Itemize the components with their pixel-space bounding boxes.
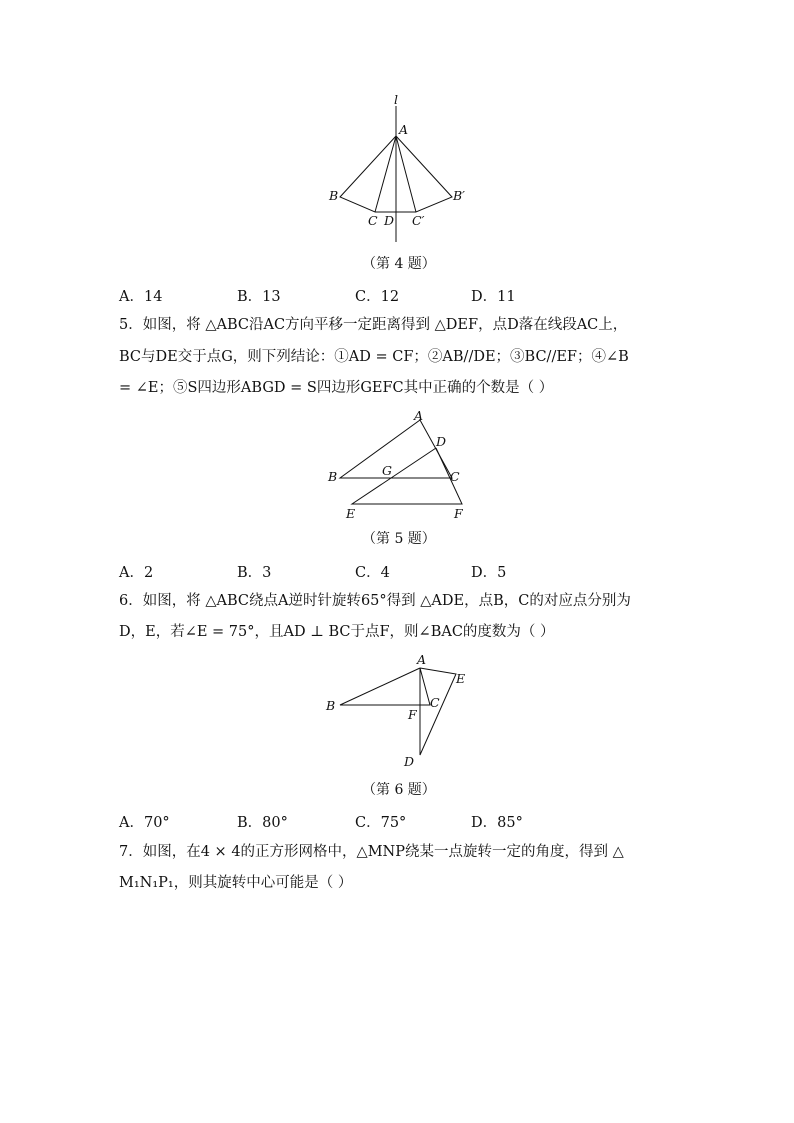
option-q4-d: D．11	[471, 289, 516, 305]
caption-q5: （第 5 题）	[362, 531, 436, 547]
label-b-prime: B′	[453, 188, 466, 203]
label-f: F	[454, 506, 463, 520]
option-q4-b: B．13	[237, 289, 281, 305]
option-q5-d: D．5	[471, 565, 507, 581]
label-c: C	[450, 469, 460, 484]
option-q6-c: C．75°	[355, 815, 407, 831]
label-b: B	[328, 469, 338, 484]
option-q6-b: B．80°	[237, 815, 288, 831]
figure-q5	[322, 408, 472, 520]
label-b: B	[329, 188, 339, 203]
label-e: E	[456, 671, 466, 686]
label-a: A	[417, 652, 427, 667]
option-q5-c: C．4	[355, 565, 390, 581]
label-c: C	[430, 695, 440, 710]
figure-q6	[322, 650, 472, 772]
q6-text-line2: D，E，若∠E = 75°，且AD ⊥ BC于点F，则∠BAC的度数为（ ）	[119, 624, 555, 640]
option-q5-b: B．3	[237, 565, 272, 581]
label-d: D	[384, 213, 395, 228]
q5-text-line1: 5．如图，将 △ABC沿AC方向平移一定距离得到 △DEF，点D落在线段AC上，	[119, 317, 628, 333]
option-q4-c: C．12	[355, 289, 400, 305]
label-c: C	[368, 213, 378, 228]
q7-text-line1: 7．如图，在4 × 4的正方形网格中，△MNP绕某一点旋转一定的角度，得到 △	[119, 844, 624, 860]
label-f: F	[408, 707, 417, 722]
q5-text-line2: BC与DE交于点G，则下列结论：①AD = CF；②AB//DE；③BC//EF；④∠B	[119, 349, 629, 365]
caption-q4: （第 4 题）	[362, 256, 436, 272]
option-q6-d: D．85°	[471, 815, 523, 831]
label-e: E	[346, 506, 356, 520]
label-a: A	[399, 122, 409, 137]
option-q6-a: A．70°	[119, 815, 170, 831]
label-a: A	[414, 408, 424, 423]
label-b: B	[326, 698, 336, 713]
option-q5-a: A．2	[119, 565, 154, 581]
q5-text-line3: = ∠E；⑤S四边形ABGD = S四边形GEFC其中正确的个数是（ ）	[119, 380, 554, 396]
triangle-ade	[420, 668, 456, 755]
label-d: D	[436, 434, 447, 449]
label-l: l	[394, 92, 398, 107]
label-g: G	[382, 463, 392, 478]
figure-q4	[320, 92, 480, 247]
triangle-abc-prime	[396, 136, 452, 212]
q7-text-line2: M₁N₁P₁，则其旋转中心可能是（ ）	[119, 875, 353, 891]
caption-q6: （第 6 题）	[362, 782, 436, 798]
triangle-def	[352, 448, 462, 504]
triangle-abc	[340, 668, 430, 705]
label-c-prime: C′	[412, 213, 425, 228]
triangle-abc	[340, 136, 396, 212]
label-d: D	[404, 754, 415, 769]
option-q4-a: A．14	[119, 289, 163, 305]
q6-text-line1: 6．如图，将 △ABC绕点A逆时针旋转65°得到 △ADE，点B，C的对应点分别为	[119, 593, 631, 609]
